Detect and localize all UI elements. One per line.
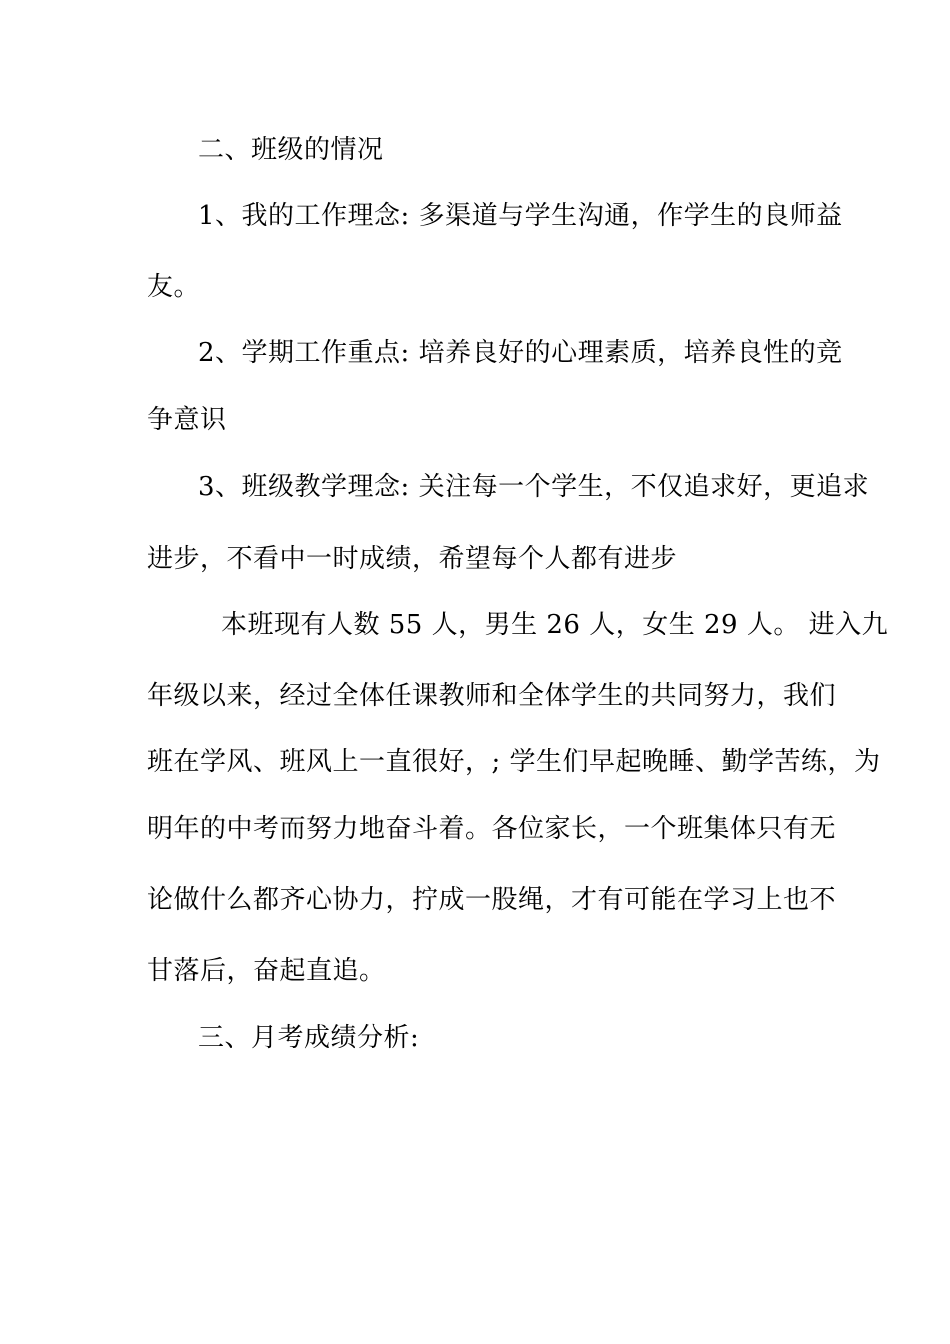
paragraph-line: 2、学期工作重点: 培养良好的心理素质，培养良性的竞	[198, 338, 843, 368]
paragraph-line: 班在学风、班风上一直很好，; 学生们早起晚睡、勤学苦练，为	[147, 747, 881, 777]
paragraph-line: 甘落后，奋起直追。	[147, 956, 386, 986]
paragraph-line: 1、我的工作理念: 多渠道与学生沟通，作学生的良师益	[198, 201, 843, 231]
paragraph-line: 年级以来，经过全体任课教师和全体学生的共同努力，我们	[147, 681, 837, 711]
section-heading-class-situation: 二、班级的情况	[198, 135, 384, 165]
section-heading-exam-analysis: 三、月考成绩分析:	[198, 1023, 420, 1053]
paragraph-line: 本班现有人数 55 人，男生 26 人，女生 29 人。 进入九	[221, 610, 889, 640]
paragraph-line: 3、班级教学理念: 关注每一个学生，不仅追求好，更追求	[198, 472, 870, 502]
paragraph-line: 争意识	[147, 405, 227, 435]
paragraph-line: 明年的中考而努力地奋斗着。各位家长，一个班集体只有无	[147, 814, 837, 844]
paragraph-line: 论做什么都齐心协力，拧成一股绳，才有可能在学习上也不	[147, 885, 837, 915]
paragraph-line: 进步，不看中一时成绩，希望每个人都有进步	[147, 544, 678, 574]
paragraph-line: 友。	[147, 272, 201, 302]
